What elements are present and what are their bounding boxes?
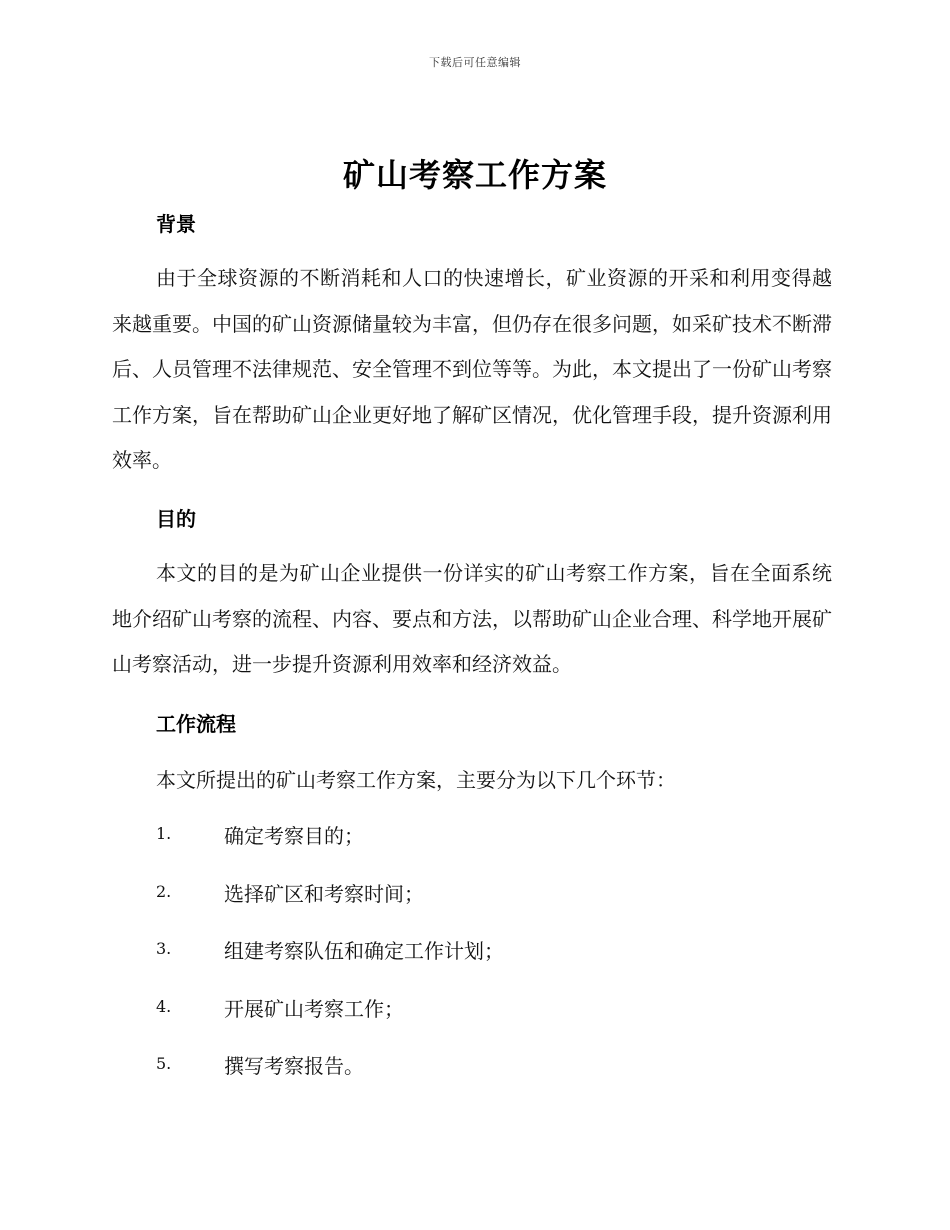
- list-item: [156, 1050, 504, 1108]
- list-text: 撰写考察报告。: [224, 1054, 364, 1078]
- list-text: 组建考察队伍和确定工作计划；: [224, 939, 504, 963]
- header-note: 下载后可任意编辑: [429, 56, 521, 69]
- list-item: [156, 935, 504, 993]
- list-number: 2.: [156, 881, 172, 901]
- list-item: [156, 993, 504, 1051]
- list-number: 1.: [156, 824, 172, 843]
- document-title: 矿山考察工作方案: [342, 156, 607, 194]
- heading-purpose: 目的: [156, 507, 196, 531]
- paragraph-purpose: 本文的目的是为矿山企业提供一份详实的矿山考察工作方案，旨在全面系统地介绍矿山考察的流程、内容、要点和方法，以帮助矿山企业合理、科学地开展矿山考察活动，进一步提升资源利用效率和经济效益。: [112, 561, 832, 676]
- paragraph-workflow-intro: 本文所提出的矿山考察工作方案，主要分为以下几个环节：: [156, 768, 676, 792]
- list-number: 5.: [156, 1054, 172, 1073]
- list-item: [156, 820, 504, 878]
- workflow-list: [156, 820, 504, 1108]
- list-number: 4.: [156, 996, 172, 1016]
- list-text: 选择矿区和考察时间；: [224, 881, 424, 906]
- list-number: 3.: [156, 939, 172, 958]
- list-text: 开展矿山考察工作；: [224, 996, 404, 1021]
- heading-workflow: 工作流程: [156, 712, 236, 736]
- list-text: 确定考察目的；: [224, 824, 364, 848]
- paragraph-background: 由于全球资源的不断消耗和人口的快速增长，矿业资源的开采和利用变得越来越重要。中国的矿山资源储量较为丰富，但仍存在很多问题，如采矿技术不断滞后、人员管理不法律规范、安全管理不到位等等。为此，本文提出了一份矿山考察工作方案，旨在帮助矿山企业更好地了解矿区情况，优化管理手段，提升资源利用效率。: [112, 266, 832, 472]
- heading-background: 背景: [156, 212, 196, 236]
- list-item: [156, 878, 504, 936]
